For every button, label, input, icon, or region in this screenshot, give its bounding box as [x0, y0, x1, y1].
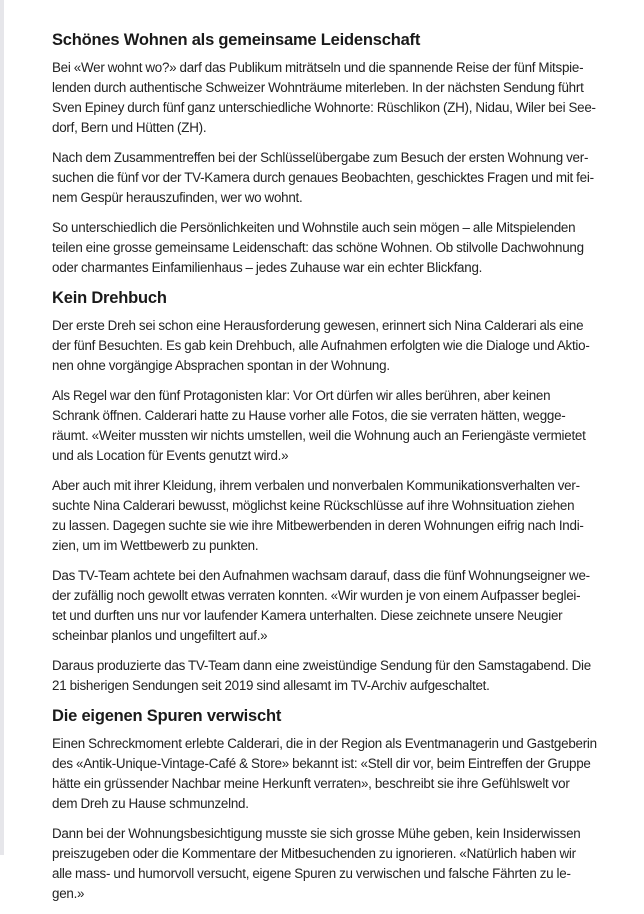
paragraph	[52, 824, 622, 904]
left-edge-strip	[0, 0, 4, 855]
text-line: Als Regel war den fünf Protagonisten klar: Vor Ort dürfen wir alles berühren, aber keinen	[52, 388, 551, 403]
text-line: räumt. «Weiter mussten wir nichts umstellen, weil die Wohnung auch an Feriengäste vermietet	[52, 428, 586, 443]
text-line: Aber auch mit ihrer Kleidung, ihrem verbalen und nonverbalen Kommunikationsverhalten ver-	[52, 478, 580, 493]
text-line: Der erste Dreh sei schon eine Herausforderung gewesen, erinnert sich Nina Calderari als eine	[52, 318, 584, 333]
text-line: nem Gespür herauszufinden, wer wo wohnt.	[52, 190, 303, 205]
paragraph	[52, 316, 622, 376]
text-line: scheinbar planlos und ungefiltert auf.»	[52, 628, 268, 643]
text-line: 21 bisherigen Sendungen seit 2019 sind allesamt im TV-Archiv aufgeschaltet.	[52, 678, 490, 693]
section-heading: Kein Drehbuch	[52, 289, 167, 307]
text-line: hätte ein grüssender Nachbar meine Herkunft verraten», beschreibt sie ihre Gefühlswelt vor	[52, 776, 570, 791]
text-line: Dann bei der Wohnungsbesichtigung musste sie sich grosse Mühe geben, kein Insiderwissen	[52, 826, 581, 841]
text-line: zien, um im Wettbewerb zu punkten.	[52, 538, 259, 553]
section-spuren-verwischt	[52, 706, 622, 904]
text-line: lenden durch authentische Schweizer Wohnträume miterleben. In der nächsten Sendung führt	[52, 80, 584, 95]
text-line: Nach dem Zusammentreffen bei der Schlüsselübergabe zum Besuch der ersten Wohnung ver-	[52, 150, 589, 165]
text-line: tet und durften uns nur vor laufender Kamera unterhalten. Diese zeichnete unsere Neugier	[52, 608, 563, 623]
text-line: dem Dreh zu Hause schmunzelnd.	[52, 796, 249, 811]
text-line: zu lassen. Dagegen suchte sie wie ihre Mitbewerbenden in deren Wohnungen eifrig nach Indi-	[52, 518, 584, 533]
text-line: Daraus produzierte das TV-Team dann eine zweistündige Sendung für den Samstagabend. Die	[52, 658, 591, 673]
text-line: Bei «Wer wohnt wo?» darf das Publikum miträtseln und die spannende Reise der fünf Mitspie-	[52, 60, 584, 75]
text-line: alle mass- und humorvoll versucht, eigene Spuren zu verwischen und falsche Fährten zu le-	[52, 866, 571, 881]
text-line: Das TV-Team achtete bei den Aufnahmen wachsam darauf, dass die fünf Wohnungseigner we-	[52, 568, 590, 583]
text-line: dorf, Bern und Hütten (ZH).	[52, 120, 207, 135]
text-line: teilen eine grosse gemeinsame Leidenschaft: das schöne Wohnen. Ob stilvolle Dachwohnung	[52, 240, 584, 255]
text-line: preiszugeben oder die Kommentare der Mitbesuchenden zu ignorieren. «Natürlich haben wir	[52, 846, 576, 861]
section-schoenes-wohnen	[52, 30, 622, 278]
paragraph	[52, 58, 622, 138]
text-line: der fünf Besuchten. Es gab kein Drehbuch, alle Aufnahmen erfolgten wie die Dialoge und Aktio-	[52, 338, 590, 353]
text-line: des «Antik-Unique-Vintage-Café & Store» bekannt ist: «Stell dir vor, beim Eintreffen der Gruppe	[52, 756, 591, 771]
text-line: So unterschiedlich die Persönlichkeiten und Wohnstile auch sein mögen – alle Mitspielenden	[52, 220, 576, 235]
text-line: der zufällig noch gewollt etwas verraten konnten. «Wir wurden je von einem Aufpasser beglei-	[52, 588, 581, 603]
paragraph	[52, 148, 622, 208]
paragraph	[52, 656, 622, 696]
text-line: gen.»	[52, 886, 85, 901]
text-line: suchen die fünf vor der TV-Kamera durch genaues Beobachten, geschicktes Fragen und mit fei-	[52, 170, 594, 185]
paragraph	[52, 476, 622, 556]
section-heading: Schönes Wohnen als gemeinsame Leidenschaft	[52, 31, 421, 49]
paragraph	[52, 734, 622, 814]
paragraph	[52, 386, 622, 466]
text-line: nen ohne vorgängige Absprachen spontan in der Wohnung.	[52, 358, 390, 373]
text-line: Schrank öffnen. Calderari hatte zu Hause vorher alle Fotos, die sie verraten hätten, wegge-	[52, 408, 566, 423]
section-kein-drehbuch	[52, 288, 622, 696]
text-line: Einen Schreckmoment erlebte Calderari, die in der Region als Eventmanagerin und Gastgeberin	[52, 736, 597, 751]
text-line: Sven Epiney durch fünf ganz unterschiedliche Wohnorte: Rüschlikon (ZH), Nidau, Wiler bei See-	[52, 100, 596, 115]
text-line: suchte Nina Calderari bewusst, möglichst keine Rückschlüsse auf ihre Wohnsituation ziehen	[52, 498, 575, 513]
section-heading: Die eigenen Spuren verwischt	[52, 707, 282, 725]
paragraph	[52, 566, 622, 646]
paragraph	[52, 218, 622, 278]
text-line: oder charmantes Einfamilienhaus – jedes Zuhause war ein echter Blickfang.	[52, 260, 483, 275]
article-body	[52, 30, 622, 914]
text-line: und als Location für Events genutzt wird.»	[52, 448, 289, 463]
